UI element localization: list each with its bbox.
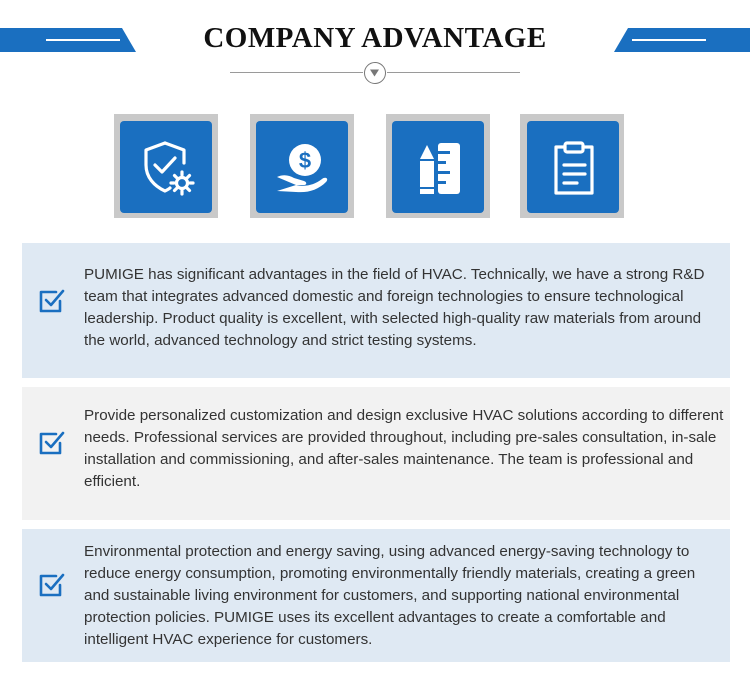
checkbox-check-icon (38, 571, 66, 599)
svg-text:$: $ (298, 148, 312, 173)
tile-ruler (392, 121, 484, 213)
advantage-text: Environmental protection and energy saving, using advanced energy-saving technology to reduce energy consumption, promoting environmentally friendly materials, creating a green and sustainable living environment for customers, and supporting national environmental protection policies. PUMIGE uses its excellent advantages to create a comfortable and intelligent HVAC experience for customers. (84, 543, 696, 648)
tile-clipboard (527, 121, 619, 213)
advantage-panel (22, 243, 730, 378)
advantage-text: Provide personalized customization and design exclusive HVAC solutions according to different needs. Professional services are provided throughout, including pre-sales consultation, in-sale installation and commissioning, and after-sales maintenance. The team is professional and efficient. (84, 407, 724, 490)
checkbox-check-icon (38, 287, 66, 315)
clipboard-icon (545, 139, 603, 197)
pencil-ruler-icon (410, 139, 468, 197)
chevron-down-icon (364, 62, 386, 84)
shield-check-gear-icon (138, 139, 196, 197)
tile-shield (120, 121, 212, 213)
hand-dollar-icon (274, 139, 332, 197)
advantage-text: PUMIGE has significant advantages in the field of HVAC. Technically, we have a strong R&D team that integrates advanced domestic and foreign technologies to ensure technological leadership. Product quality is excellent, with selected high-quality raw materials from around the world, advanced technology and strict testing systems. (84, 266, 705, 349)
page-title: COMPANY ADVANTAGE (203, 22, 547, 54)
tile-dollar (256, 121, 348, 213)
title-divider-left (230, 72, 363, 73)
checkbox-check-icon (38, 429, 66, 457)
title-divider-right (387, 72, 520, 73)
advantage-panel (22, 387, 730, 520)
advantage-panel (22, 529, 730, 662)
